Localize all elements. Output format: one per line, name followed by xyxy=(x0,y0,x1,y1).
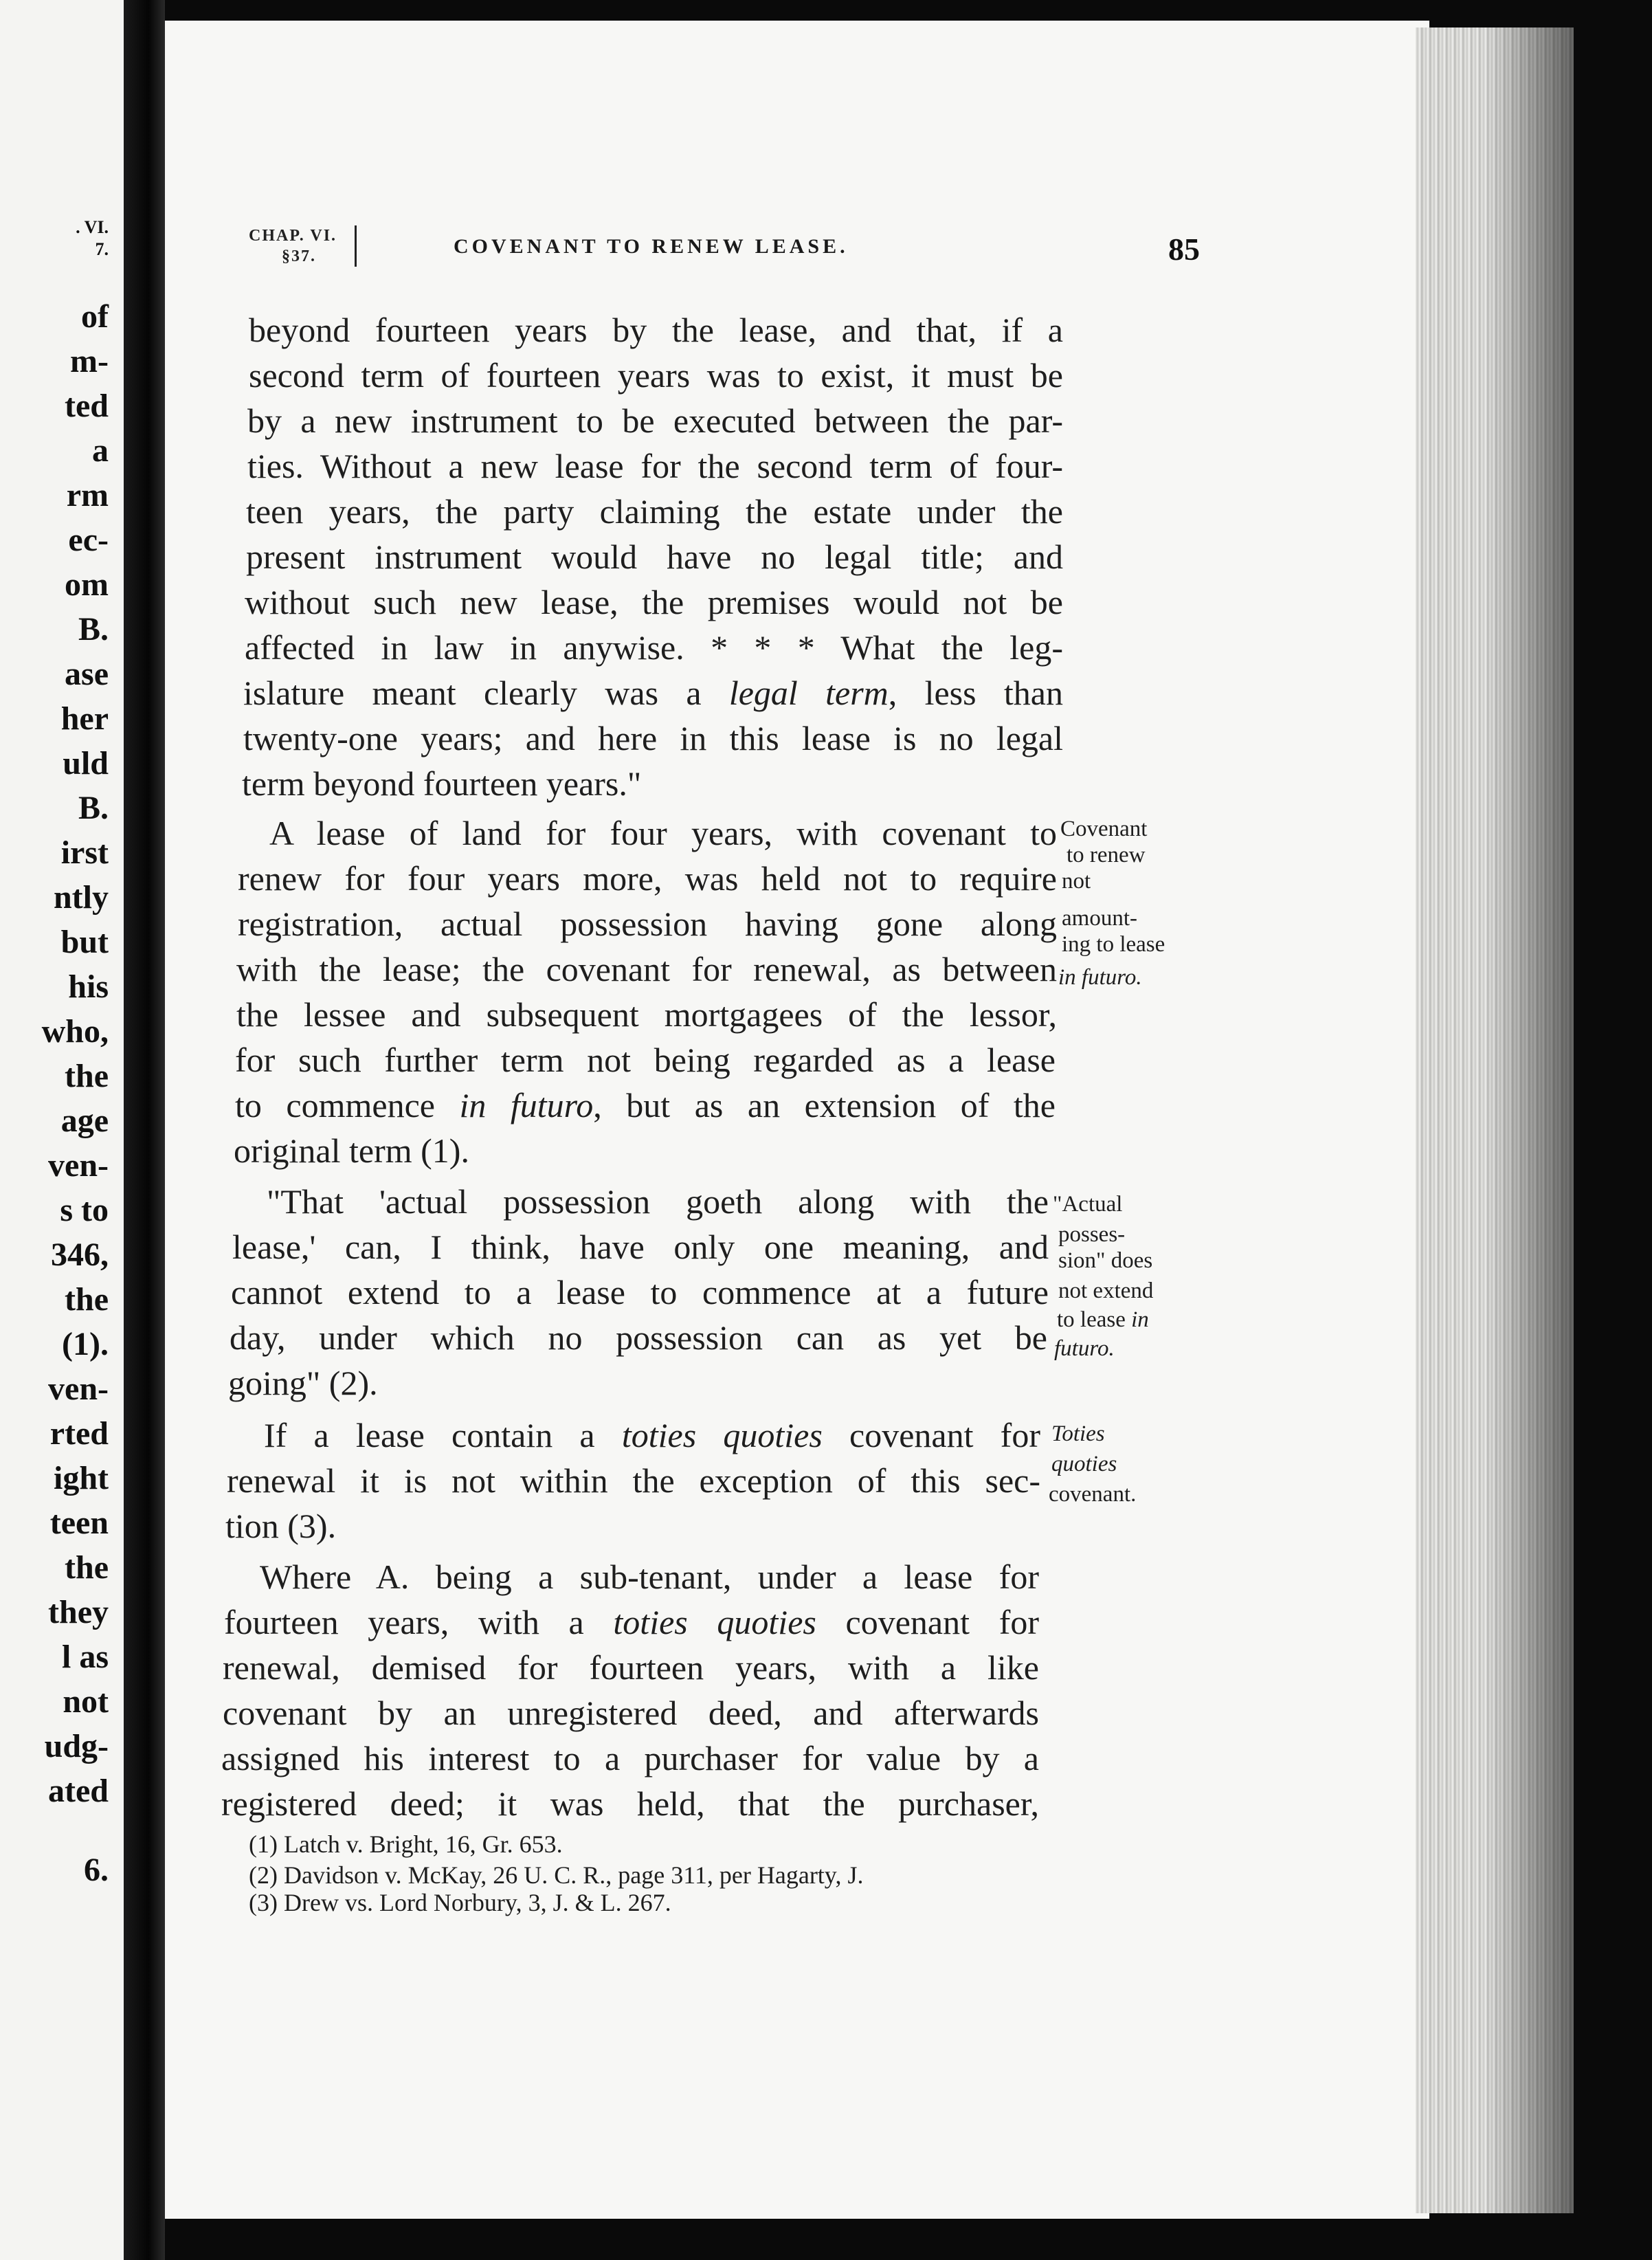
body-line: A lease of land for four years, with covenant to xyxy=(269,814,1057,852)
left-fragment: age xyxy=(60,1103,109,1139)
left-header-line: . VI. xyxy=(76,217,109,237)
body-line: teen years, the party claiming the estate under the xyxy=(246,492,1063,531)
body-line: Where A. being a sub-tenant, under a lease for xyxy=(260,1558,1039,1596)
chapter-label: CHAP. VI. xyxy=(249,227,337,245)
left-fragment: teen xyxy=(49,1505,109,1541)
left-fragment: the xyxy=(65,1281,109,1318)
left-fragment: a xyxy=(92,432,109,469)
body-line: for such further term not being regarded as a lease xyxy=(235,1041,1056,1079)
side-note-line: "Actual xyxy=(1053,1192,1123,1217)
side-note-line: in futuro. xyxy=(1058,965,1142,990)
footnote-1: (1) Latch v. Bright, 16, Gr. 653. xyxy=(249,1830,563,1858)
body-line: going" (2). xyxy=(228,1364,378,1402)
side-note-line: futuro. xyxy=(1054,1336,1115,1361)
left-fragment: her xyxy=(60,700,109,737)
body-line: day, under which no possession can as yet be xyxy=(230,1318,1047,1357)
left-fragment: but xyxy=(60,924,109,960)
body-line: with the lease; the covenant for renewal, as between xyxy=(236,950,1057,988)
body-line: to commence in futuro, but as an extension of the xyxy=(235,1086,1056,1125)
left-fragment: l as xyxy=(61,1639,109,1675)
body-line: "That 'actual possession goeth along with the xyxy=(267,1182,1049,1221)
body-line: cannot extend to a lease to commence at a future xyxy=(231,1273,1049,1311)
left-fragment: (1). xyxy=(62,1326,109,1362)
side-note-line: not xyxy=(1062,869,1091,894)
left-fragment: om xyxy=(65,566,109,603)
body-line: without such new lease, the premises would not be xyxy=(245,583,1063,621)
left-fragment: his xyxy=(68,968,109,1005)
left-fragment: ted xyxy=(65,388,109,424)
body-line: ties. Without a new lease for the second term of four- xyxy=(247,447,1063,485)
body-line: If a lease contain a toties quoties covenant for xyxy=(264,1416,1040,1454)
left-fragment: of xyxy=(81,298,109,335)
left-fragment: who, xyxy=(41,1013,109,1050)
side-note-line: to renew xyxy=(1067,843,1146,867)
left-fragment: not xyxy=(63,1683,109,1720)
body-line: twenty-one years; and here in this lease is no legal xyxy=(243,719,1063,757)
body-line: by a new instrument to be executed between the par- xyxy=(247,401,1063,440)
left-fragment: 6. xyxy=(84,1852,109,1888)
body-line: covenant by an unregistered deed, and afterwards xyxy=(223,1694,1039,1732)
body-line: term beyond fourteen years." xyxy=(242,764,642,803)
footnote-2: (2) Davidson v. McKay, 26 U. C. R., page 311, per Hagarty, J. xyxy=(249,1861,864,1889)
body-line: fourteen years, with a toties quoties covenant for xyxy=(224,1603,1039,1641)
left-fragment: ase xyxy=(65,656,109,692)
body-line: present instrument would have no legal title; and xyxy=(246,538,1063,576)
side-note-line: to lease in xyxy=(1057,1307,1149,1332)
body-line: renew for four years more, was held not to require xyxy=(238,859,1057,898)
left-page-text-fragments xyxy=(0,0,124,2260)
body-line: registered deed; it was held, that the purchaser, xyxy=(221,1784,1039,1823)
page-edge-shadow xyxy=(1484,27,1574,2213)
left-fragment: they xyxy=(48,1594,109,1630)
left-fragment: the xyxy=(65,1549,109,1586)
book-spine-gutter xyxy=(124,0,165,2260)
left-fragment: ec- xyxy=(68,522,109,558)
body-line: islature meant clearly was a legal term, less than xyxy=(243,674,1063,712)
left-fragment: ven- xyxy=(48,1371,109,1407)
left-fragment: B. xyxy=(78,611,109,647)
left-fragment: ntly xyxy=(53,879,109,916)
side-note-line: amount- xyxy=(1062,906,1137,931)
left-header-line: 7. xyxy=(95,239,109,259)
left-fragment: 346, xyxy=(51,1237,109,1273)
side-note-line: Covenant xyxy=(1060,817,1148,841)
body-line: affected in law in anywise. * * * What the leg- xyxy=(245,628,1063,667)
body-line: assigned his interest to a purchaser for value by a xyxy=(221,1739,1039,1777)
side-note-line: Toties xyxy=(1051,1421,1105,1446)
footnote-3: (3) Drew vs. Lord Norbury, 3, J. & L. 267. xyxy=(249,1889,671,1916)
left-fragment: rted xyxy=(49,1415,109,1452)
body-line: registration, actual possession having gone along xyxy=(238,905,1057,943)
body-line: the lessee and subsequent mortgagees of the lessor, xyxy=(236,995,1057,1034)
side-note-line: quoties xyxy=(1051,1452,1117,1476)
left-fragment: udg- xyxy=(44,1728,109,1764)
left-fragment: ven- xyxy=(48,1147,109,1184)
header-bracket xyxy=(350,225,357,267)
side-note-line: not extend xyxy=(1058,1278,1154,1303)
left-fragment: uld xyxy=(63,745,109,782)
side-note-line: covenant. xyxy=(1049,1482,1137,1507)
body-line: renewal it is not within the exception of this sec- xyxy=(227,1461,1040,1500)
body-line: tion (3). xyxy=(225,1507,337,1545)
left-fragment: irst xyxy=(60,834,109,871)
left-fragment: s to xyxy=(60,1192,109,1228)
section-label: §37. xyxy=(282,247,316,265)
side-note-line: posses- xyxy=(1058,1222,1126,1247)
side-note-line: sion" does xyxy=(1058,1248,1153,1273)
page-number: 85 xyxy=(1168,232,1200,267)
left-fragment: the xyxy=(65,1058,109,1094)
left-fragment: ated xyxy=(48,1773,109,1809)
body-line: lease,' can, I think, have only one meaning, and xyxy=(232,1228,1049,1266)
running-title: COVENANT TO RENEW LEASE. xyxy=(454,235,849,258)
body-line: second term of fourteen years was to exist, it must be xyxy=(249,356,1063,395)
left-fragment: rm xyxy=(66,477,109,513)
body-line: renewal, demised for fourteen years, with a like xyxy=(223,1648,1039,1687)
left-fragment: ight xyxy=(53,1460,109,1496)
left-fragment: B. xyxy=(78,790,109,826)
left-fragment: m- xyxy=(70,343,109,379)
body-line: beyond fourteen years by the lease, and that, if a xyxy=(249,311,1063,349)
side-note-line: ing to lease xyxy=(1062,932,1165,957)
body-line: original term (1). xyxy=(234,1131,469,1170)
